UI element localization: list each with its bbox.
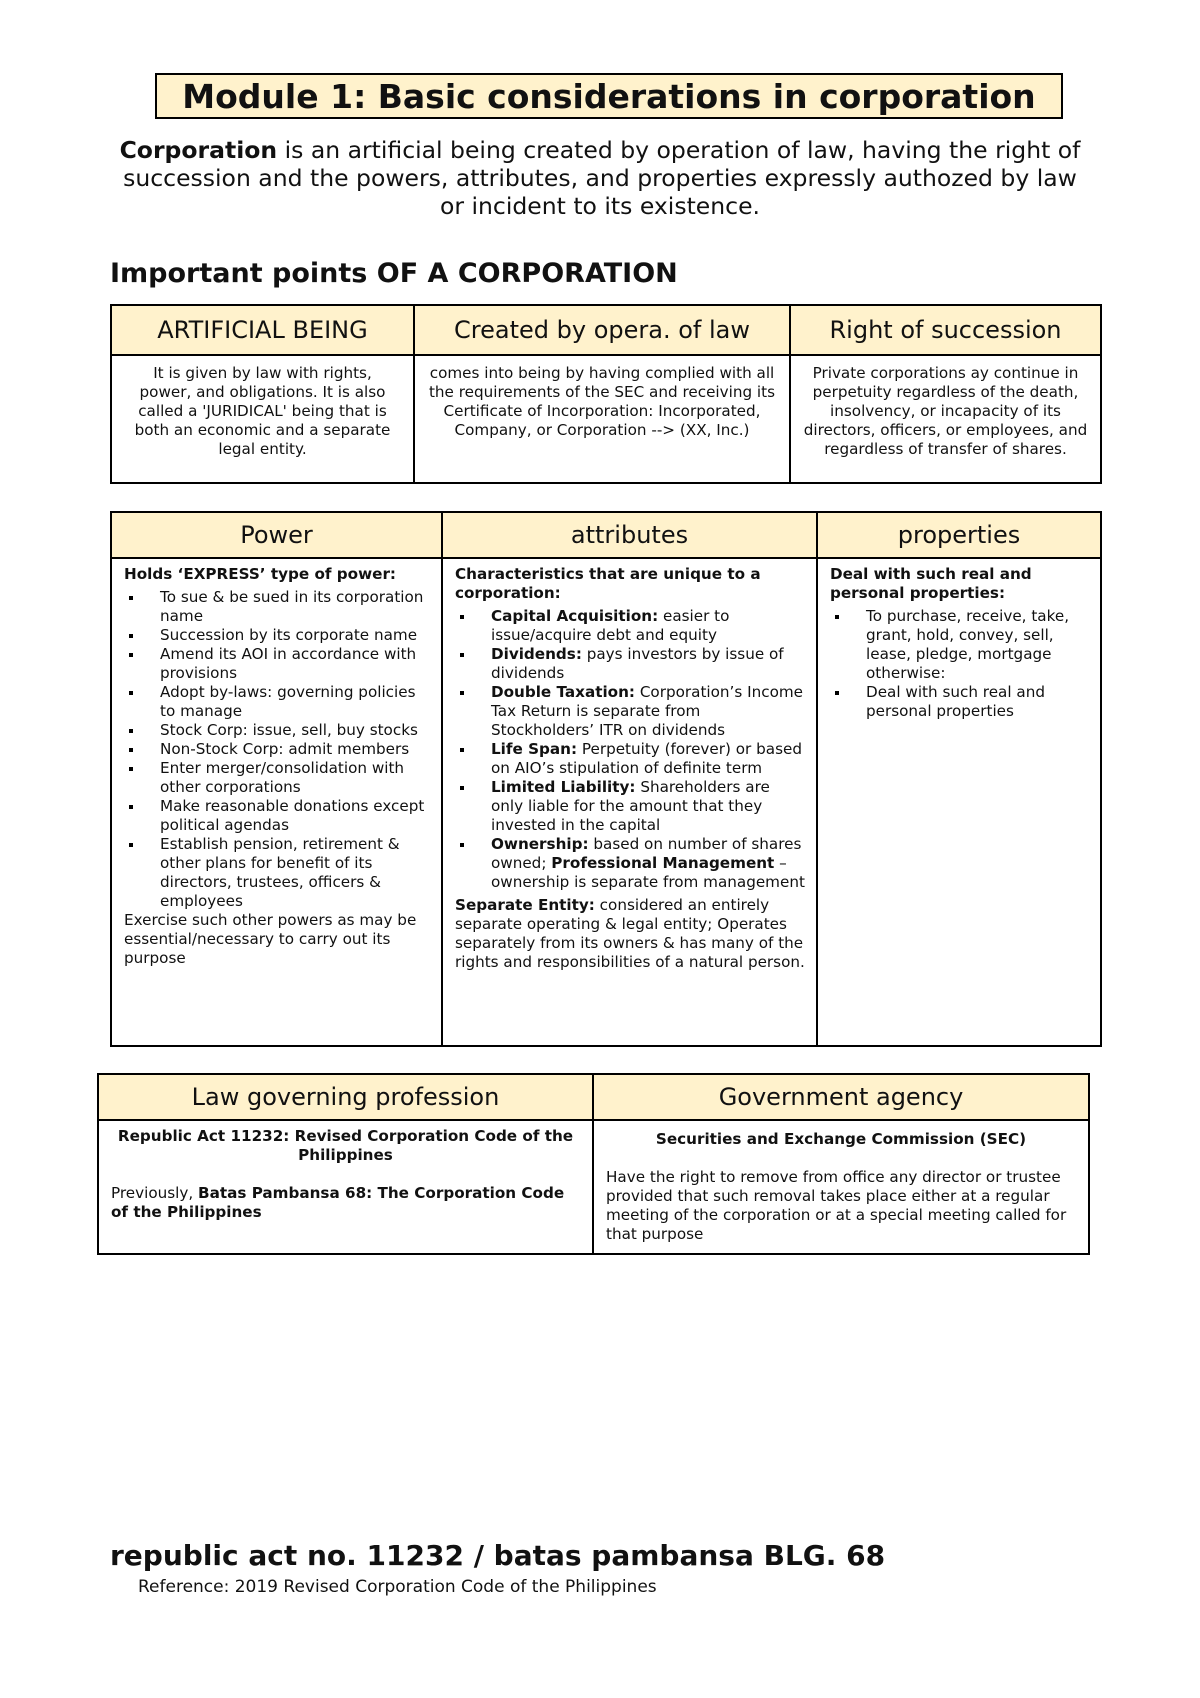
header-created-by-operation: Created by opera. of law	[414, 305, 790, 355]
list-item: Establish pension, retirement & other plans for benefit of its directors, trustees, officers & employees	[160, 835, 431, 911]
attribute-text: easier to issue/acquire debt and equity	[491, 607, 730, 644]
list-item: To sue & be sued in its corporation name	[160, 588, 431, 626]
header-artificial-being: ARTIFICIAL BEING	[111, 305, 414, 355]
intro-term: Corporation	[119, 136, 278, 164]
list-item	[491, 645, 806, 683]
section-heading: Important points OF A CORPORATION	[110, 258, 678, 289]
header-properties: properties	[817, 512, 1101, 558]
attributes-lead: Characteristics that are unique to a corporation:	[455, 565, 761, 602]
agency-text: Have the right to remove from office any director or trustee provided that such removal takes place either at a regular meeting of the corporation or at a special meeting called for that purpose	[606, 1168, 1067, 1243]
law-main: Republic Act 11232: Revised Corporation Code of the Philippines	[117, 1127, 574, 1164]
cell-right-of-succession: Private corporations ay continue in perpetuity regardless of the death, insolvency, or incapacity of its directors, officers, or employees, and regardless of transfer of shares.	[790, 355, 1101, 483]
list-item: Non-Stock Corp: admit members	[160, 740, 431, 759]
attribute-text: Corporation’s Income Tax Return is separate from Stockholders’ ITR on dividends	[491, 683, 803, 739]
attribute-text: based on number of shares owned;	[491, 835, 802, 872]
list-item	[491, 607, 806, 645]
list-item	[491, 683, 806, 740]
list-item: Amend its AOI in accordance with provisions	[160, 645, 431, 683]
header-law-governing: Law governing profession	[98, 1074, 593, 1120]
attribute-text: Shareholders are only liable for the amount that they invested in the capital	[491, 778, 770, 834]
list-item: Adopt by-laws: governing policies to manage	[160, 683, 431, 721]
header-attributes: attributes	[442, 512, 817, 558]
list-item	[491, 740, 806, 778]
attribute-text: Perpetuity (forever) or based on AIO’s stipulation of definite term	[491, 740, 802, 777]
attribute-text: – ownership is separate from management	[491, 854, 805, 891]
header-government-agency: Government agency	[593, 1074, 1089, 1120]
header-right-of-succession: Right of succession	[790, 305, 1101, 355]
attribute-term: Capital Acquisition:	[491, 607, 659, 625]
attribute-text: pays investors by issue of dividends	[491, 645, 784, 682]
list-item: Stock Corp: issue, sell, buy stocks	[160, 721, 431, 740]
attribute-term: Separate Entity:	[455, 896, 595, 914]
attribute-term: Professional Management	[551, 854, 775, 872]
list-item: Make reasonable donations except political agendas	[160, 797, 431, 835]
bottom-heading: republic act no. 11232 / batas pambansa BLG. 68	[110, 1539, 886, 1572]
law-agency-table	[97, 1073, 1090, 1255]
cell-law-governing	[98, 1120, 593, 1254]
attribute-term: Ownership:	[491, 835, 589, 853]
cell-created-by-operation: comes into being by having complied with all the requirements of the SEC and receiving its Certificate of Incorporation: Incorporated, Company, or Corporation --> (XX, Inc.)	[414, 355, 790, 483]
list-item	[491, 835, 806, 892]
separate-entity	[455, 896, 806, 972]
power-tail: Exercise such other powers as may be essential/necessary to carry out its purpose	[124, 911, 417, 967]
attribute-term: Limited Liability:	[491, 778, 636, 796]
reference-text: Reference: 2019 Revised Corporation Code of the Philippines	[138, 1577, 657, 1597]
intro-text: is an artificial being created by operation of law, having the right of succession and the powers, attributes, and properties expressly authozed by law or incident to its existence.	[123, 136, 1081, 220]
list-item	[491, 778, 806, 835]
cell-government-agency	[593, 1120, 1089, 1254]
power-lead: Holds ‘EXPRESS’ type of power:	[124, 565, 397, 583]
cell-power	[111, 558, 442, 1046]
attribute-term: Double Taxation:	[491, 683, 635, 701]
cell-artificial-being: It is given by law with rights, power, and obligations. It is also called a 'JURIDICAL' being that is both an economic and a separate legal entity.	[111, 355, 414, 483]
properties-list	[830, 607, 1090, 721]
intro-paragraph	[110, 136, 1090, 220]
power-attributes-properties-table	[110, 511, 1102, 1047]
page-title: Module 1: Basic considerations in corporation	[155, 73, 1063, 119]
list-item: Succession by its corporate name	[160, 626, 431, 645]
important-points-table	[110, 304, 1102, 484]
attribute-text: considered an entirely separate operating & legal entity; Operates separately from its owners & has many of the rights and responsibilities of a natural person.	[455, 896, 805, 971]
attribute-term: Life Span:	[491, 740, 578, 758]
list-item: Enter merger/consolidation with other corporations	[160, 759, 431, 797]
law-prev-name: Batas Pambansa 68: The Corporation Code of the Philippines	[111, 1184, 565, 1221]
list-item: To purchase, receive, take, grant, hold, convey, sell, lease, pledge, mortgage otherwise:	[866, 607, 1090, 683]
cell-properties	[817, 558, 1101, 1046]
power-list	[124, 588, 431, 911]
law-previous	[111, 1184, 580, 1222]
agency-name: Securities and Exchange Commission (SEC)	[655, 1130, 1027, 1148]
law-prev-prefix: Previously,	[111, 1184, 199, 1202]
properties-lead: Deal with such real and personal properties:	[830, 565, 1032, 602]
cell-attributes	[442, 558, 817, 1046]
list-item: Deal with such real and personal properties	[866, 683, 1090, 721]
attributes-list	[455, 607, 806, 892]
attribute-term: Dividends:	[491, 645, 582, 663]
header-power: Power	[111, 512, 442, 558]
